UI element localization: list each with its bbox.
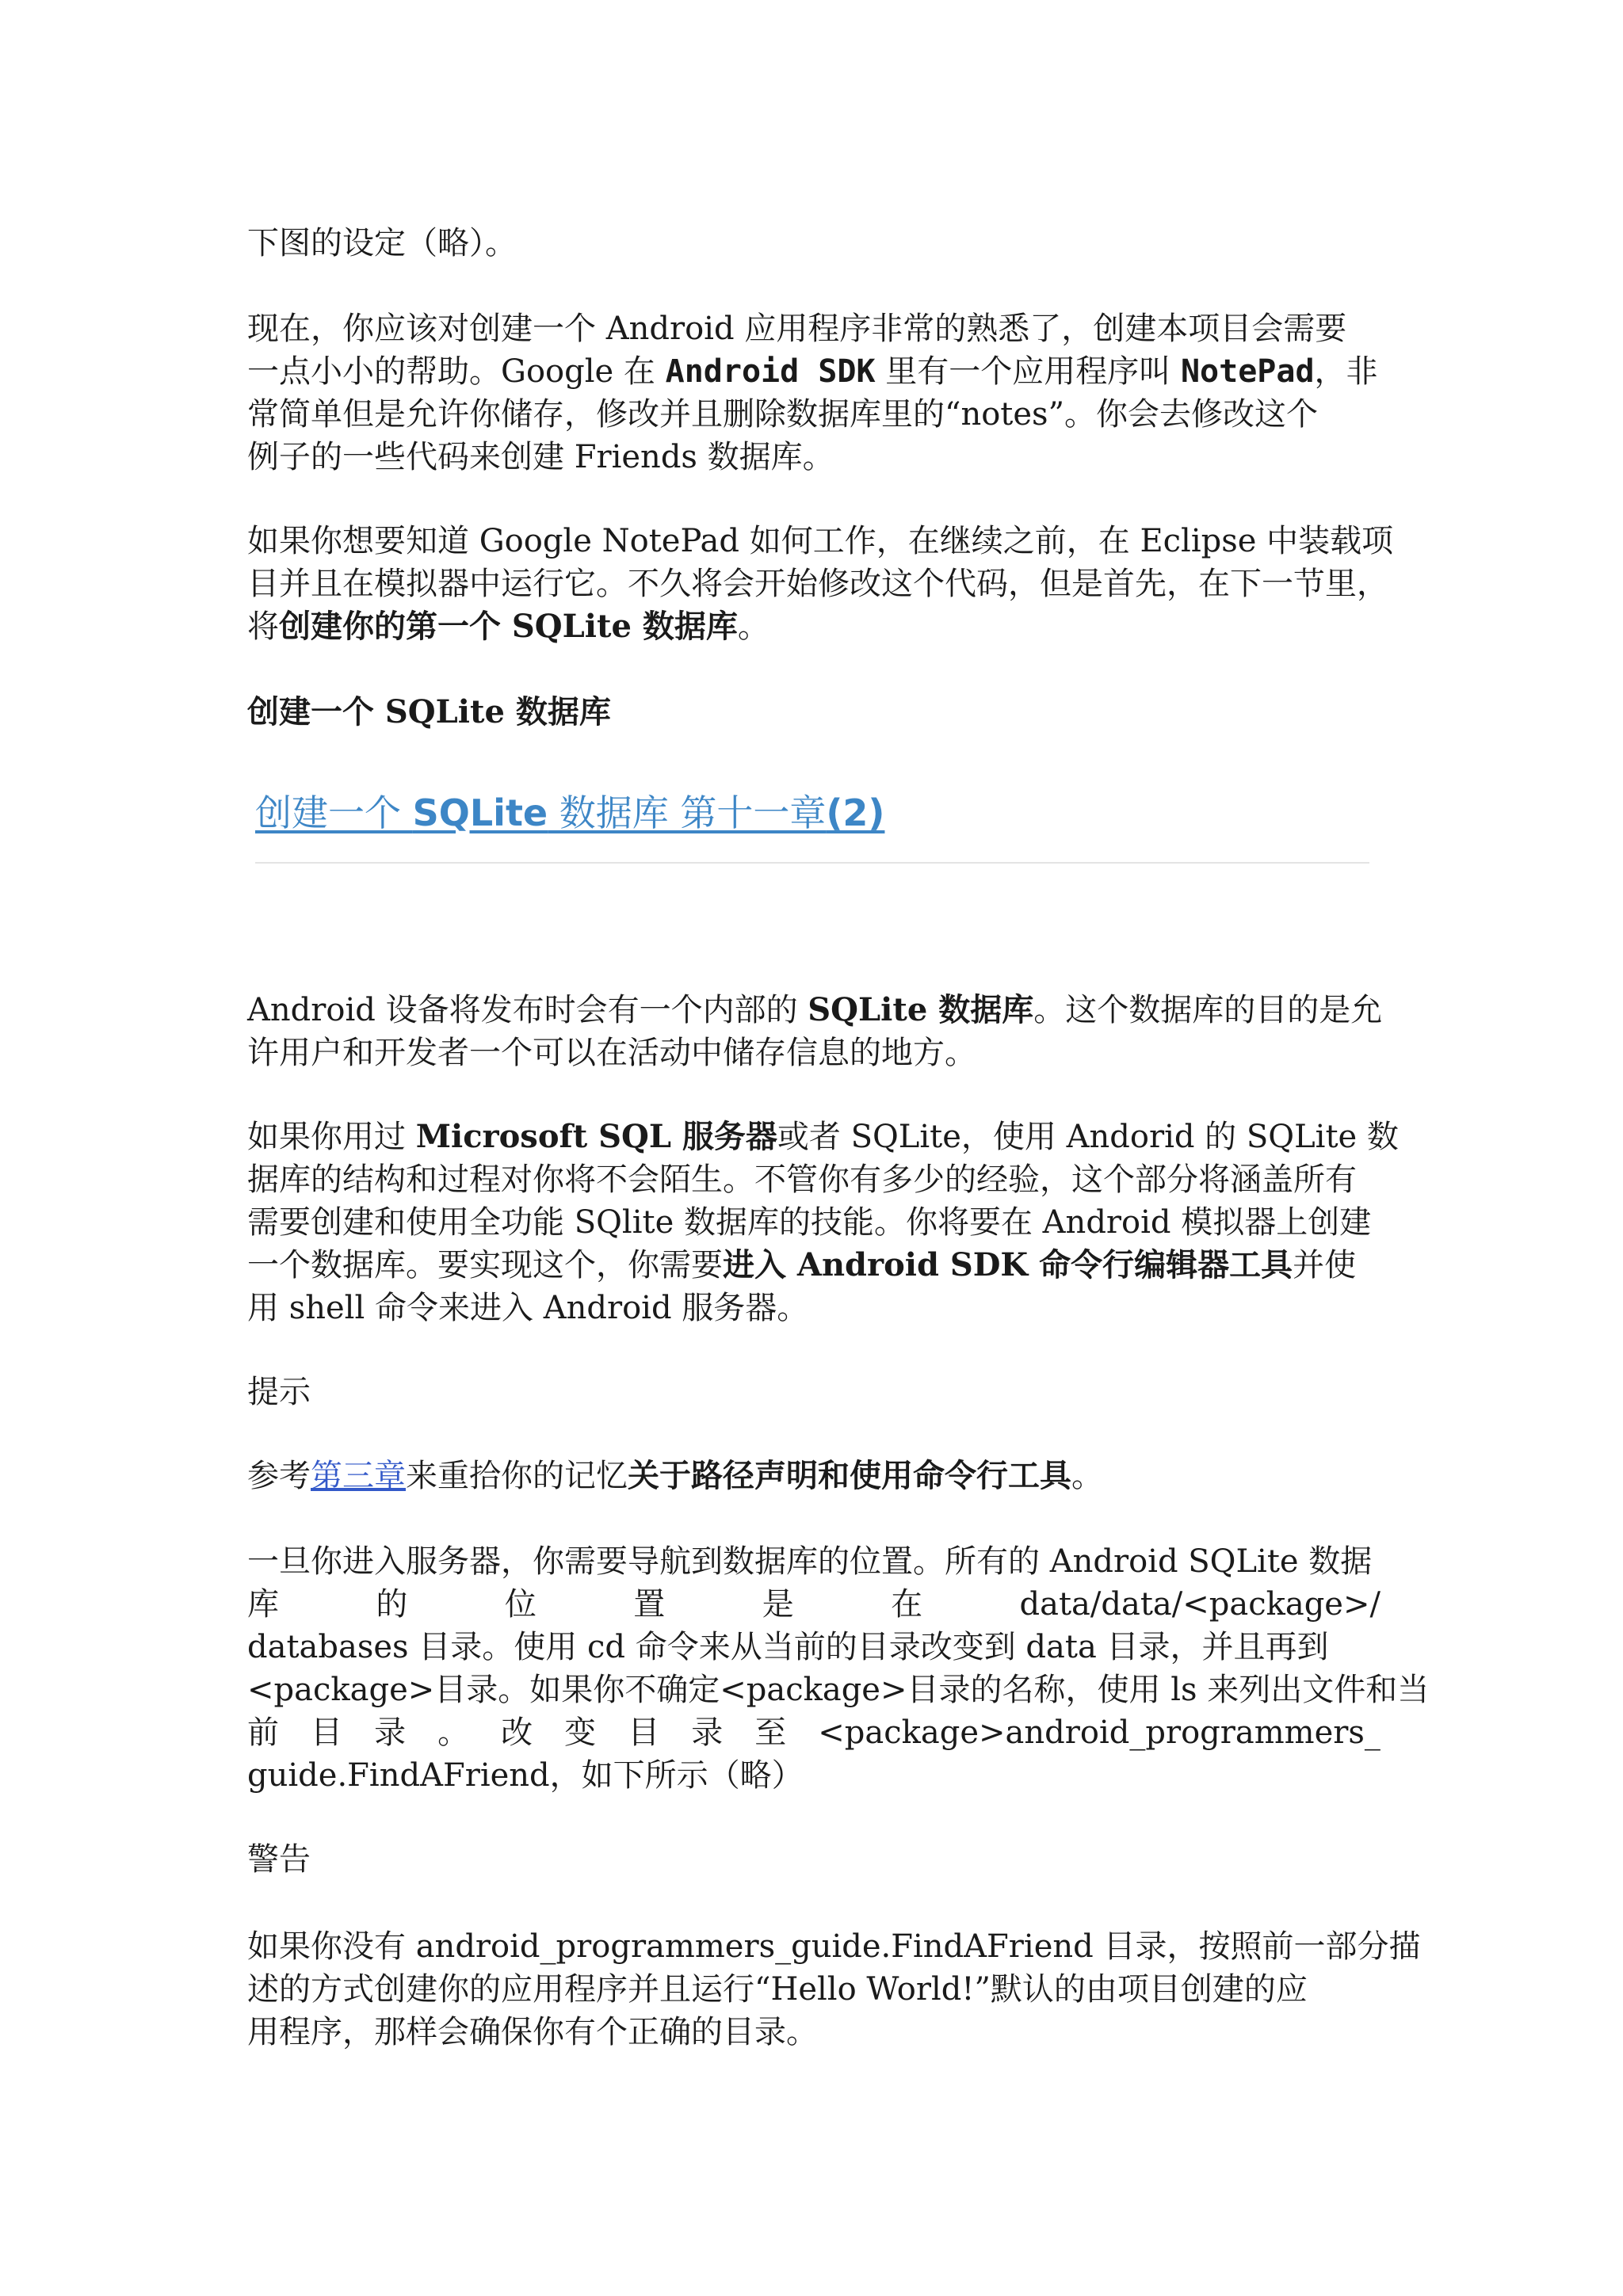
bold-ms-sql: Microsoft SQL 服务器 [415, 1118, 777, 1155]
text-line: 一旦你进入服务器，你需要导航到数据库的位置。所有的 Android SQLite 数据 [247, 1543, 1373, 1580]
text-line: 一点小小的帮助。Google 在 Android SDK 里有一个应用程序叫 NotePad，非 [247, 353, 1378, 390]
text-line: 现在，你应该对创建一个 Android 应用程序非常的熟悉了，创建本项目会需要 [247, 311, 1347, 347]
text-line: 常简单但是允许你储存，修改并且删除数据库里的“notes”。你会去修改这个 [247, 396, 1319, 433]
warning-label: 警告 [247, 1841, 311, 1878]
text-line: 目并且在模拟器中运行它。不久将会开始修改这个代码，但是首先，在下一节里， [247, 566, 1388, 602]
bold-path-tools: 关于路径声明和使用命令行工具 [628, 1457, 1071, 1494]
text-line: 例子的一些代码来创建 Friends 数据库。 [247, 439, 834, 475]
text-line-justified: 库 的 位 置 是 在 data/data/<package>/ [247, 1586, 1381, 1623]
chapter-title-link[interactable]: 创建一个 SQLite 数据库 第十一章(2) [255, 791, 885, 834]
text-line: 如果你没有 android_programmers_guide.FindAFriend 目录，按照前一部分描 [247, 1928, 1421, 1965]
bold-sdk-tool: 进入 Android SDK 命令行编辑器工具 [723, 1246, 1293, 1283]
chapter-three-link[interactable]: 第三章 [311, 1458, 406, 1494]
bold-sqlite-db: SQLite 数据库 [808, 991, 1034, 1028]
bold-android-sdk: Android SDK [665, 353, 876, 390]
section-heading: 创建一个 SQLite 数据库 [247, 693, 611, 730]
paragraph-intro [247, 222, 1381, 265]
paragraph-notepad [247, 307, 1381, 479]
paragraph-warning [247, 1925, 1421, 2054]
text-line: 如果你用过 Microsoft SQL 服务器或者 SQLite，使用 Andorid 的 SQLite 数 [247, 1118, 1399, 1155]
bold-notepad: NotePad [1180, 353, 1315, 390]
text-line: guide.FindAFriend，如下所示（略） [247, 1757, 804, 1794]
paragraph-reference [247, 1455, 1381, 1497]
text-line: 用 shell 命令来进入 Android 服务器。 [247, 1290, 809, 1326]
paragraph-android-sqlite [247, 989, 1381, 1074]
text-line: Android 设备将发布时会有一个内部的 SQLite 数据库。这个数据库的目的是允 [247, 991, 1383, 1028]
text-line: 将创建你的第一个 SQLite 数据库。 [247, 608, 769, 645]
text-line: 一个数据库。要实现这个，你需要进入 Android SDK 命令行编辑器工具并使 [247, 1246, 1357, 1283]
text-line: databases 目录。使用 cd 命令来从当前的目录改变到 data 目录，并且再到 [247, 1629, 1329, 1665]
text-line-justified: 前 目 录 。 改 变 目 录 至 <package>android_programmers_ [247, 1714, 1381, 1751]
tip-label: 提示 [247, 1374, 311, 1410]
paragraph-sql-server [247, 1116, 1399, 1329]
text-line: 据库的结构和过程对你将不会陌生。不管你有多少的经验，这个部分将涵盖所有 [247, 1161, 1357, 1198]
bold-create-db: 创建你的第一个 SQLite 数据库 [279, 608, 738, 645]
text-line: 用程序，那样会确保你有个正确的目录。 [247, 2014, 818, 2050]
paragraph-navigate [247, 1540, 1430, 1797]
text-line: 需要创建和使用全功能 SQlite 数据库的技能。你将要在 Android 模拟器上创建 [247, 1204, 1372, 1241]
title-divider [255, 862, 1369, 864]
text-line: <package>目录。如果你不确定<package>目录的名称，使用 ls 来列出文件和当 [247, 1672, 1430, 1708]
paragraph-eclipse [247, 520, 1394, 648]
text-line: 许用户和开发者一个可以在活动中储存信息的地方。 [247, 1035, 976, 1071]
text-line: 下图的设定（略）。 [247, 225, 517, 261]
text-line: 述的方式创建你的应用程序并且运行“Hello World!”默认的由项目创建的应 [247, 1971, 1308, 2008]
text-line: 如果你想要知道 Google NotePad 如何工作，在继续之前，在 Eclipse 中装载项 [247, 523, 1394, 559]
text-line: 参考第三章来重拾你的记忆关于路径声明和使用命令行工具。 [247, 1457, 1103, 1494]
